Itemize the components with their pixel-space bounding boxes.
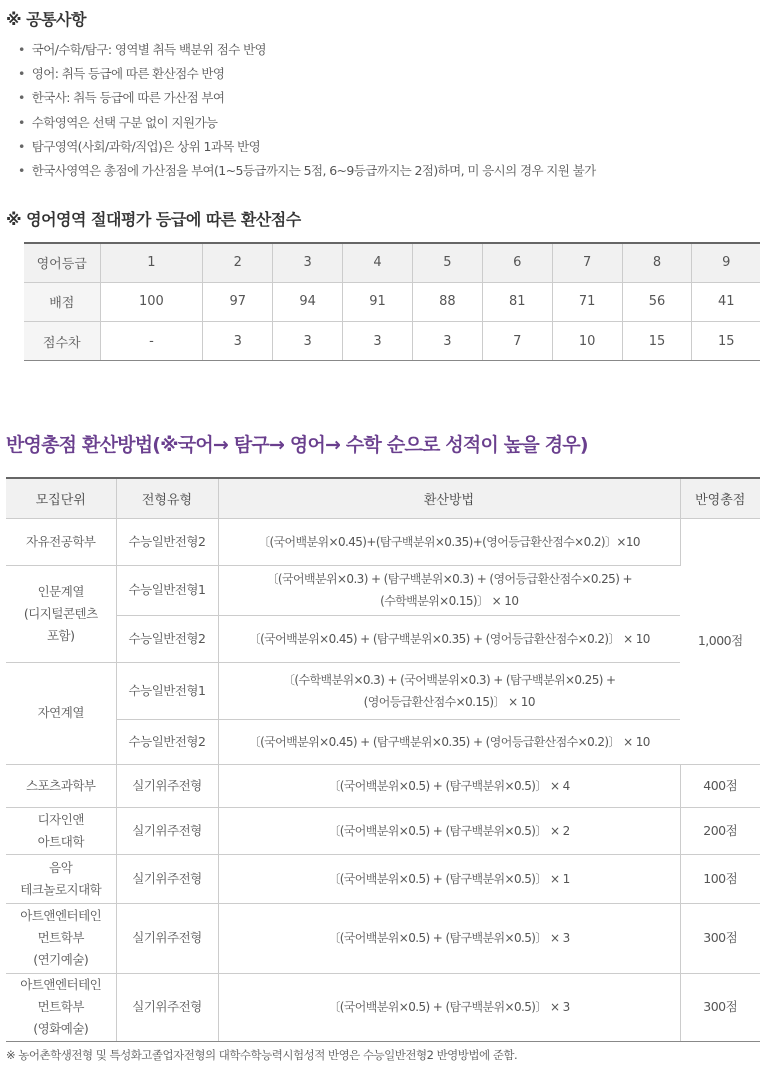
row-header: 점수차 [24, 322, 100, 361]
type-cell: 수능일반전형1 [116, 565, 218, 615]
row-header: 배점 [24, 282, 100, 321]
unit-line: (연기예술) [33, 952, 89, 967]
unit-cell [6, 973, 116, 1041]
diff-cell: - [100, 322, 203, 361]
grade-cell: 8 [622, 243, 692, 282]
column-header: 반영총점 [680, 478, 760, 518]
table-row [6, 973, 760, 1041]
table-row [6, 615, 760, 662]
formula-cell: 〔(국어백분위×0.45)+(탐구백분위×0.35)+(영어등급환산점수×0.2)〕×10 [218, 518, 680, 565]
total-cell: 200점 [680, 807, 760, 854]
unit-line: 인문계열 [37, 583, 84, 599]
formula-cell: 〔(국어백분위×0.45) + (탐구백분위×0.35) + (영어등급환산점수×0.2)〕 × 10 [218, 719, 680, 764]
grade-cell: 5 [412, 243, 482, 282]
diff-cell: 10 [552, 322, 622, 361]
unit-cell: 자연계열 [6, 662, 116, 764]
common-title: ※ 공통사항 [6, 10, 86, 29]
type-cell: 실기위주전형 [116, 854, 218, 903]
grade-cell: 9 [692, 243, 760, 282]
type-cell: 수능일반전형1 [116, 662, 218, 719]
score-cell: 81 [482, 282, 552, 321]
grade-cell: 2 [203, 243, 273, 282]
unit-line: 먼트학부 [37, 999, 84, 1014]
formula-cell [218, 662, 680, 719]
unit-line: 먼트학부 [37, 930, 84, 945]
grade-cell: 6 [482, 243, 552, 282]
score-cell: 94 [273, 282, 343, 321]
table-row [6, 518, 760, 565]
formula-cell: 〔(국어백분위×0.5) + (탐구백분위×0.5)〕 × 3 [218, 903, 680, 973]
unit-cell [6, 903, 116, 973]
table-row [24, 282, 760, 321]
grade-cell: 7 [552, 243, 622, 282]
unit-cell [6, 565, 116, 662]
unit-cell [6, 807, 116, 854]
total-cell: 300점 [680, 973, 760, 1041]
bullet-item: • 탐구영역(사회/과학/직업)은 상위 1과목 반영 [18, 135, 596, 159]
table-row [6, 764, 760, 807]
score-cell: 88 [412, 282, 482, 321]
bullet-item: • 한국사영역은 총점에 가산점을 부여(1~5등급까지는 5점, 6~9등급까지는 2점)하며, 미 응시의 경우 지원 불가 [18, 159, 596, 183]
grade-cell: 1 [100, 243, 203, 282]
common-bullet-list [18, 38, 596, 183]
unit-cell: 스포츠과학부 [6, 764, 116, 807]
score-cell: 100 [100, 282, 203, 321]
column-header: 전형유형 [116, 478, 218, 518]
column-header: 모집단위 [6, 478, 116, 518]
total-cell: 1,000점 [680, 518, 760, 764]
formula-line: 〔(국어백분위×0.3) + (탐구백분위×0.3) + (영어등급환산점수×0.25) + [266, 572, 632, 586]
unit-line: 아트앤엔터테인 [20, 908, 102, 923]
bullet-item: • 수학영역은 선택 구분 없이 지원가능 [18, 111, 596, 135]
table-row [6, 719, 760, 764]
bullet-item: • 영어: 취득 등급에 따른 환산점수 반영 [18, 62, 596, 86]
footnote: ※ 농어촌학생전형 및 특성화고졸업자전형의 대학수학능력시험성적 반영은 수능일반전형2 반영방법에 준함. [6, 1048, 518, 1062]
table-row [24, 243, 760, 282]
unit-line: 테크놀로지대학 [20, 881, 102, 897]
table-row [6, 903, 760, 973]
table-header-row [6, 478, 760, 518]
type-cell: 실기위주전형 [116, 903, 218, 973]
unit-line: 아트대학 [37, 833, 84, 849]
table-row [6, 854, 760, 903]
score-cell: 41 [692, 282, 760, 321]
grade-cell: 4 [343, 243, 413, 282]
formula-cell: 〔(국어백분위×0.45) + (탐구백분위×0.35) + (영어등급환산점수×0.2)〕 × 10 [218, 615, 680, 662]
bullet-item: • 한국사: 취득 등급에 따른 가산점 부여 [18, 86, 596, 110]
unit-line: 포함) [46, 627, 75, 643]
diff-cell: 15 [692, 322, 760, 361]
total-cell: 300점 [680, 903, 760, 973]
grade-cell: 3 [273, 243, 343, 282]
english-grade-table [24, 242, 760, 361]
type-cell: 수능일반전형2 [116, 615, 218, 662]
diff-cell: 15 [622, 322, 692, 361]
type-cell: 수능일반전형2 [116, 518, 218, 565]
unit-line: 디자인앤 [37, 811, 84, 827]
type-cell: 실기위주전형 [116, 973, 218, 1041]
formula-cell [218, 565, 680, 615]
score-cell: 91 [343, 282, 413, 321]
formula-line: 〔(수학백분위×0.3) + (국어백분위×0.3) + (탐구백분위×0.25) + [283, 672, 616, 687]
formula-cell: 〔(국어백분위×0.5) + (탐구백분위×0.5)〕 × 2 [218, 807, 680, 854]
diff-cell: 7 [482, 322, 552, 361]
unit-line: (영화예술) [33, 1021, 89, 1036]
bullet-item: • 국어/수학/탐구: 영역별 취득 백분위 점수 반영 [18, 38, 596, 62]
table-row [24, 322, 760, 361]
english-title: ※ 영어영역 절대평가 등급에 따른 환산점수 [6, 210, 301, 229]
unit-line: 음악 [49, 859, 73, 875]
row-header: 영어등급 [24, 243, 100, 282]
unit-cell [6, 854, 116, 903]
formula-cell: 〔(국어백분위×0.5) + (탐구백분위×0.5)〕 × 3 [218, 973, 680, 1041]
type-cell: 수능일반전형2 [116, 719, 218, 764]
column-header: 환산방법 [218, 478, 680, 518]
type-cell: 실기위주전형 [116, 764, 218, 807]
conversion-table [6, 477, 760, 1042]
score-cell: 56 [622, 282, 692, 321]
table-row [6, 662, 760, 719]
unit-cell: 자유전공학부 [6, 518, 116, 565]
diff-cell: 3 [273, 322, 343, 361]
score-cell: 97 [203, 282, 273, 321]
formula-line: (영어등급환산점수×0.15)〕 × 10 [363, 694, 535, 709]
unit-line: (디지털콘텐츠 [23, 605, 98, 621]
total-cell: 100점 [680, 854, 760, 903]
unit-line: 아트앤엔터테인 [20, 977, 102, 992]
score-cell: 71 [552, 282, 622, 321]
formula-line: (수학백분위×0.15)〕 × 10 [380, 594, 519, 608]
table-row [6, 807, 760, 854]
table-row [6, 565, 760, 615]
formula-cell: 〔(국어백분위×0.5) + (탐구백분위×0.5)〕 × 1 [218, 854, 680, 903]
diff-cell: 3 [343, 322, 413, 361]
diff-cell: 3 [412, 322, 482, 361]
diff-cell: 3 [203, 322, 273, 361]
calc-title: 반영총점 환산방법(※국어→ 탐구→ 영어→ 수학 순으로 성적이 높을 경우) [6, 434, 588, 456]
total-cell: 400점 [680, 764, 760, 807]
formula-cell: 〔(국어백분위×0.5) + (탐구백분위×0.5)〕 × 4 [218, 764, 680, 807]
type-cell: 실기위주전형 [116, 807, 218, 854]
